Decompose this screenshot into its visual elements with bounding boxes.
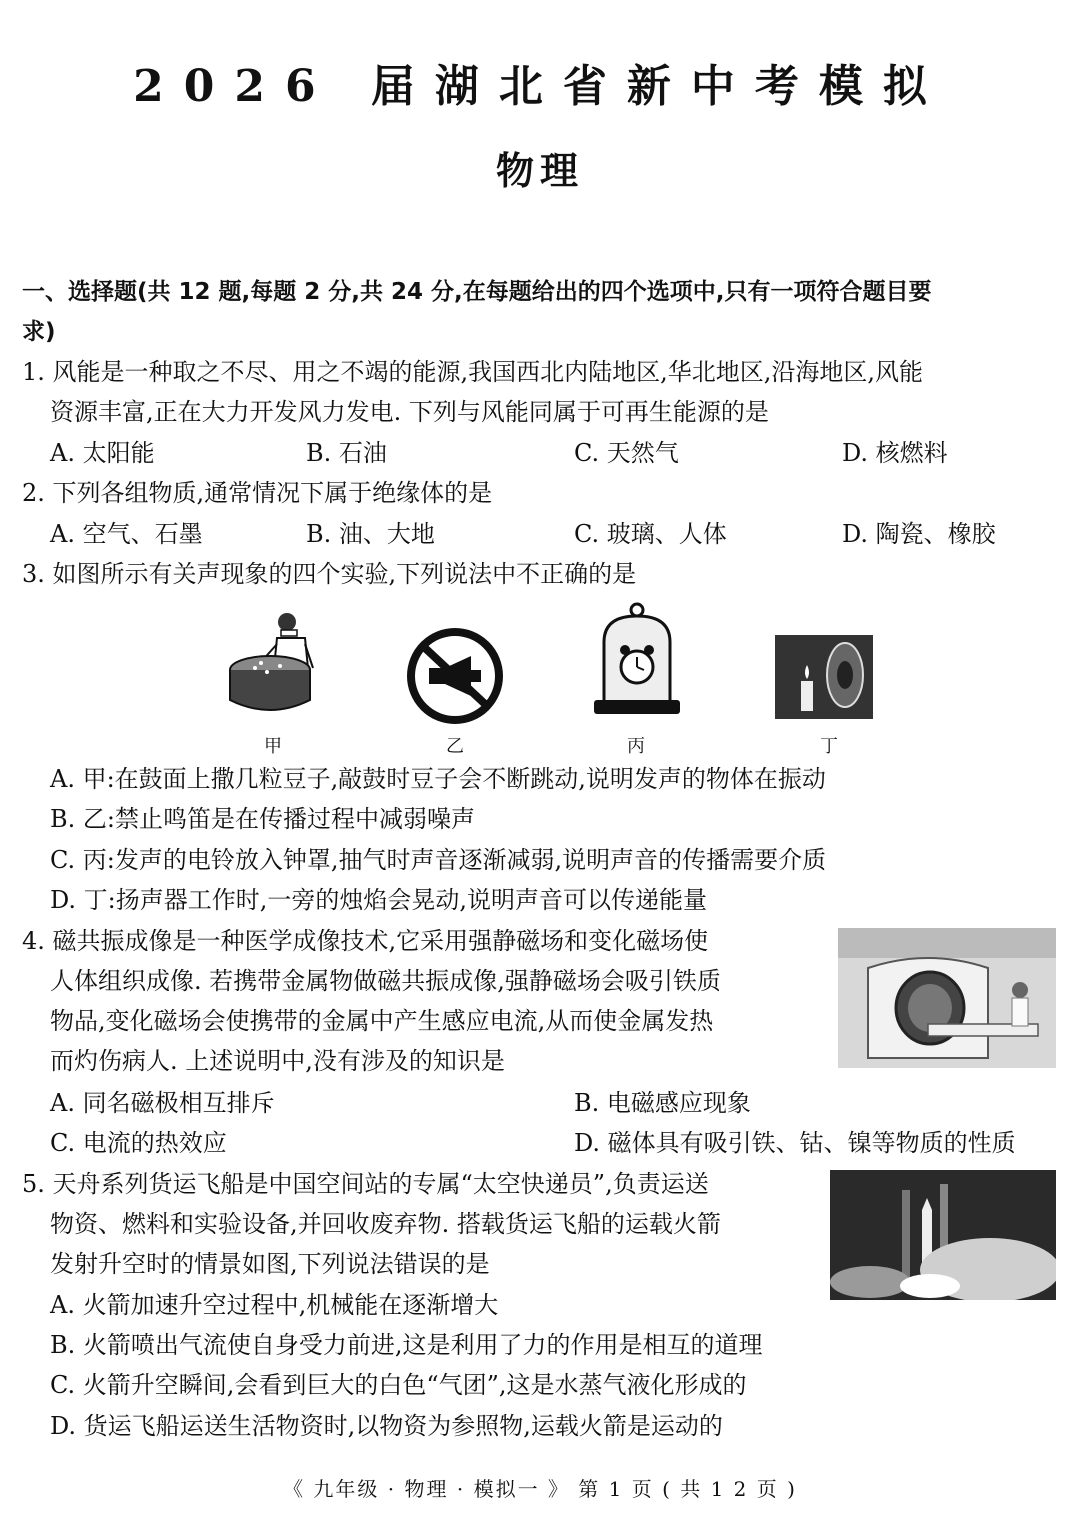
q2-stem: 2. 下列各组物质,通常情况下属于绝缘体的是	[22, 479, 493, 507]
q5-option-a: A. 火箭加速升空过程中,机械能在逐渐增大	[50, 1291, 499, 1319]
caption-ding: 丁	[820, 736, 838, 757]
q4-option-a: A. 同名磁极相互排斥	[50, 1089, 275, 1117]
q1-option-d: D. 核燃料	[842, 439, 948, 467]
section-heading-line2: 求)	[22, 319, 56, 345]
q5-option-c: C. 火箭升空瞬间,会看到巨大的白色“气团”,这是水蒸气液化形成的	[50, 1371, 747, 1399]
mri-machine-image	[838, 928, 1056, 1068]
q2-option-b: B. 油、大地	[306, 520, 435, 548]
q3-option-c: C. 丙:发声的电铃放入钟罩,抽气时声音逐渐减弱,说明声音的传播需要介质	[50, 846, 827, 874]
q5-stem-line3: 发射升空时的情景如图,下列说法错误的是	[50, 1250, 490, 1278]
q1-option-a: A. 太阳能	[50, 439, 155, 467]
q5-stem-line2: 物资、燃料和实验设备,并回收废弃物. 搭载货运飞船的运载火箭	[50, 1210, 721, 1238]
speaker-candle-image	[775, 635, 873, 719]
bell-jar-image	[592, 602, 682, 720]
q1-stem-line2: 资源丰富,正在大力开发风力发电. 下列与风能同属于可再生能源的是	[50, 398, 769, 426]
caption-bing: 丙	[627, 736, 645, 757]
caption-yi: 乙	[446, 736, 464, 757]
drum-experiment-image	[225, 608, 325, 720]
caption-jia: 甲	[264, 736, 282, 757]
q5-option-b: B. 火箭喷出气流使自身受力前进,这是利用了力的作用是相互的道理	[50, 1331, 763, 1359]
q3-option-a: A. 甲:在鼓面上撒几粒豆子,敲鼓时豆子会不断跳动,说明发声的物体在振动	[50, 765, 826, 793]
q4-stem-line2: 人体组织成像. 若携带金属物做磁共振成像,强静磁场会吸引铁质	[50, 967, 721, 995]
q2-option-a: A. 空气、石墨	[50, 520, 203, 548]
q3-option-b: B. 乙:禁止鸣笛是在传播过程中减弱噪声	[50, 805, 475, 833]
q4-option-b: B. 电磁感应现象	[574, 1089, 751, 1117]
section-heading-line1: 一、选择题(共 12 题,每题 2 分,共 24 分,在每题给出的四个选项中,只有一项符合题目要	[22, 279, 932, 305]
q3-option-d: D. 丁:扬声器工作时,一旁的烛焰会晃动,说明声音可以传递能量	[50, 886, 707, 914]
subject-title: 物理	[495, 148, 584, 193]
rocket-launch-image	[830, 1170, 1056, 1300]
q4-option-c: C. 电流的热效应	[50, 1129, 227, 1157]
no-horn-sign-image	[405, 626, 505, 726]
q4-stem-line4: 而灼伤病人. 上述说明中,没有涉及的知识是	[50, 1047, 505, 1075]
q2-option-d: D. 陶瓷、橡胶	[842, 520, 996, 548]
q1-stem-line1: 1. 风能是一种取之不尽、用之不竭的能源,我国西北内陆地区,华北地区,沿海地区,风能	[22, 358, 924, 386]
q1-option-c: C. 天然气	[574, 439, 679, 467]
q2-option-c: C. 玻璃、人体	[574, 520, 727, 548]
q3-stem: 3. 如图所示有关声现象的四个实验,下列说法中不正确的是	[22, 560, 637, 588]
exam-title: 2026 届湖北省新中考模拟	[133, 61, 947, 112]
q4-option-d: D. 磁体具有吸引铁、钴、镍等物质的性质	[574, 1129, 1016, 1157]
q1-option-b: B. 石油	[306, 439, 387, 467]
q4-stem-line3: 物品,变化磁场会使携带的金属中产生感应电流,从而使金属发热	[50, 1007, 714, 1035]
q5-option-d: D. 货运飞船运送生活物资时,以物资为参照物,运载火箭是运动的	[50, 1412, 723, 1440]
page-footer: 《 九年级 · 物理 · 模拟一 》 第 1 页 ( 共 1 2 页 )	[283, 1477, 797, 1501]
q5-stem-line1: 5. 天舟系列货运飞船是中国空间站的专属“太空快递员”,负责运送	[22, 1170, 709, 1198]
q4-stem-line1: 4. 磁共振成像是一种医学成像技术,它采用强静磁场和变化磁场使	[22, 927, 709, 955]
